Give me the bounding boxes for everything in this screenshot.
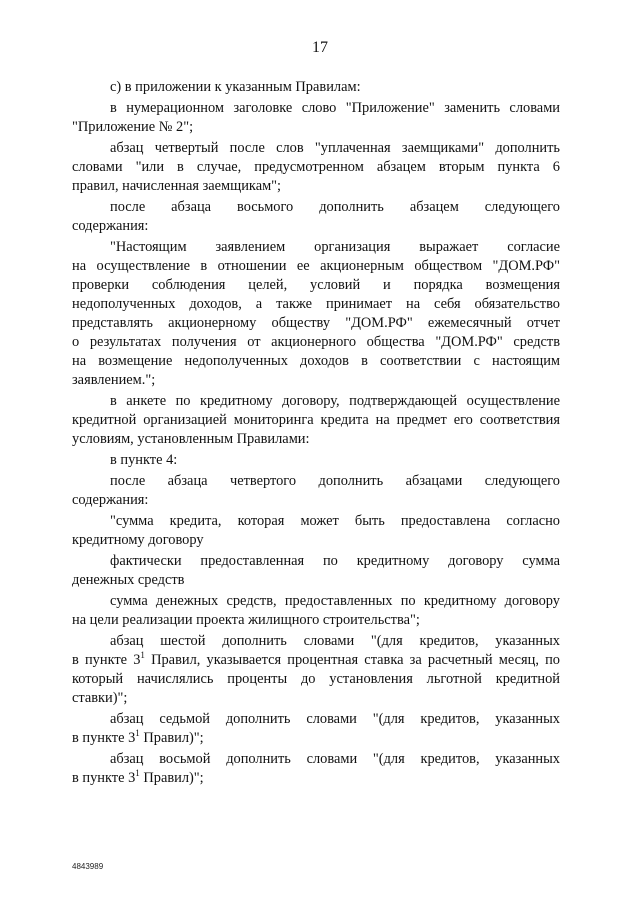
text-line: "сумма кредита, которая может быть предоставлена согласно: [110, 513, 560, 529]
text-fragment: Правил)";: [139, 730, 204, 746]
text-line: представлять акционерному обществу "ДОМ.РФ" ежемесячный отчет: [72, 315, 560, 331]
text-line: проверки соблюдения целей, условий и порядка возмещения: [72, 277, 560, 293]
paragraph: [72, 710, 560, 748]
text-line: в нумерационном заголовке слово "Приложение" заменить словами: [110, 100, 560, 116]
paragraph: [72, 512, 560, 550]
text-line: "Настоящим заявлением организация выражает согласие: [110, 239, 560, 255]
text-line: с) в приложении к указанным Правилам:: [110, 79, 361, 95]
paragraph: [72, 632, 560, 708]
document-body: [72, 78, 560, 790]
text-line: абзац четвертый после слов "уплаченная заемщиками" дополнить: [110, 140, 560, 156]
text-line: сумма денежных средств, предоставленных по кредитному договору: [110, 593, 560, 609]
text-line: недополученных доходов, а также принимает на себя обязательство: [72, 296, 560, 312]
text-line: о результатах получения от акционерного общества "ДОМ.РФ" средств: [72, 334, 560, 350]
text-line: условиям, установленным Правилами:: [72, 431, 310, 447]
superscript: 1: [140, 650, 145, 661]
text-line: на осуществление в отношении ее акционерным обществом "ДОМ.РФ": [72, 258, 560, 274]
paragraph: [72, 78, 560, 97]
text-fragment: в пункте 3: [72, 770, 136, 786]
text-line: кредитному договору: [72, 532, 204, 548]
text-line: [72, 769, 560, 788]
text-line: денежных средств: [72, 572, 185, 588]
text-fragment: в пункте 3: [72, 652, 141, 668]
text-line: абзац восьмой дополнить словами "(для кредитов, указанных: [110, 751, 560, 767]
text-fragment: Правил)";: [139, 770, 204, 786]
text-line: фактически предоставленная по кредитному договору сумма: [110, 553, 560, 569]
text-line: словами "или в случае, предусмотренном абзацем вторым пункта 6: [72, 159, 560, 175]
paragraph: [72, 99, 560, 137]
superscript: 1: [135, 728, 140, 739]
paragraph: [72, 592, 560, 630]
text-line: на возмещение недополученных доходов в соответствии с настоящим: [72, 353, 560, 369]
text-line: на цели реализации проекта жилищного строительства";: [72, 612, 420, 628]
paragraph: [72, 750, 560, 788]
superscript: 1: [135, 768, 140, 779]
text-line: "Приложение № 2";: [72, 119, 194, 135]
text-line: абзац седьмой дополнить словами "(для кредитов, указанных: [110, 711, 560, 727]
text-line: ставки)";: [72, 690, 128, 706]
text-line: после абзаца четвертого дополнить абзацами следующего: [110, 473, 560, 489]
page-number: 17: [312, 39, 328, 56]
text-line: в пункте 4:: [110, 452, 178, 468]
text-line: заявлением.";: [72, 372, 156, 388]
text-line: содержания:: [72, 218, 149, 234]
text-fragment: в пункте 3: [72, 730, 136, 746]
paragraph: [72, 139, 560, 196]
paragraph: [72, 198, 560, 236]
text-line: в анкете по кредитному договору, подтверждающей осуществление: [110, 393, 560, 409]
text-line: [72, 651, 560, 670]
paragraph: [72, 451, 560, 470]
text-line: [72, 729, 560, 748]
document-id: 4843989: [72, 862, 104, 871]
text-line: который начислялись проценты до установления льготной кредитной: [72, 671, 560, 687]
paragraph: [72, 552, 560, 590]
text-fragment: Правил, указывается процентная ставка за расчетный месяц, по: [144, 652, 560, 668]
text-line: после абзаца восьмого дополнить абзацем следующего: [110, 199, 560, 215]
text-line: абзац шестой дополнить словами "(для кредитов, указанных: [110, 633, 560, 649]
paragraph: [72, 392, 560, 449]
text-line: содержания:: [72, 492, 149, 508]
text-line: правил, начисленная заемщикам";: [72, 178, 282, 194]
text-line: кредитной организацией мониторинга кредита на предмет его соответствия: [72, 412, 560, 428]
paragraph: [72, 238, 560, 390]
paragraph: [72, 472, 560, 510]
